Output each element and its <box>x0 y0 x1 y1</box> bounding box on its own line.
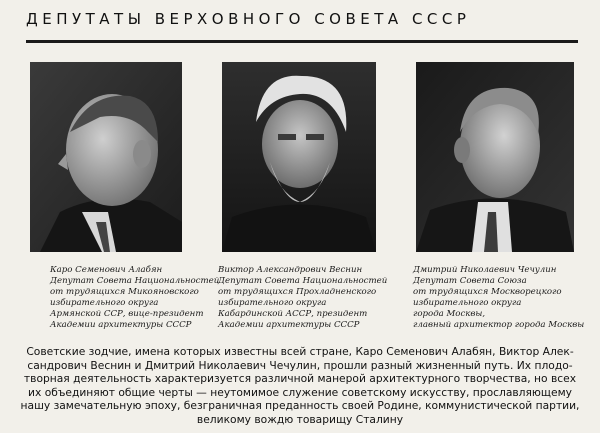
caption-line: Депутат Совета Национальностей <box>218 276 388 286</box>
portrait-caption-vesnin <box>218 265 387 331</box>
portrait-photo-icon <box>30 62 182 252</box>
body-line: творная деятельность характеризуется различной манерой архитектурного творчества, но всех <box>23 372 577 386</box>
caption-line: Депутат Совета Союза <box>413 276 527 286</box>
portrait-caption-chechulin <box>413 265 584 331</box>
caption-line: Каро Семенович Алабян <box>50 265 163 275</box>
portrait-photo-icon <box>416 62 574 252</box>
caption-line: от трудящихся Прохладненского <box>218 287 377 297</box>
caption-line: избирательного округа <box>50 298 159 308</box>
caption-line: избирательного округа <box>218 298 327 308</box>
body-line: великому вождю товарищу Сталину <box>196 412 404 426</box>
body-paragraph <box>14 345 586 427</box>
caption-line: главный архитектор города Москвы <box>413 320 585 330</box>
caption-line: Армянской ССР, вице-президент <box>50 309 204 319</box>
caption-line: от трудящихся Москворецкого <box>413 287 562 297</box>
caption-line: Академии архитектуры СССР <box>218 320 360 330</box>
body-line: нашу замечательную эпоху, безграничная преданность своей Родине, коммунистической партии, <box>20 399 580 413</box>
portrait-caption-alabyan <box>50 265 219 331</box>
page-title: ДЕПУТАТЫ ВЕРХОВНОГО СОВЕТА СССР <box>26 10 471 28</box>
header-rule <box>26 40 578 43</box>
caption-line: Виктор Александрович Веснин <box>218 265 363 275</box>
portrait-photo-vesnin <box>222 62 376 252</box>
caption-line: избирательного округа <box>413 298 522 308</box>
body-line: Советские зодчие, имена которых известны всей стране, Каро Семенович Алабян, Виктор Алек- <box>26 345 574 358</box>
caption-line: Дмитрий Николаевич Чечулин <box>413 265 557 275</box>
body-line: их объединяют общие черты — неутомимое служение советскому искусству, прославляющему <box>28 385 572 399</box>
caption-line: города Москвы, <box>413 309 486 319</box>
caption-line: Кабардинской АССР, президент <box>218 309 368 319</box>
portrait-photo-chechulin <box>416 62 574 252</box>
body-line: сандрович Веснин и Дмитрий Николаевич Чечулин, прошли разный жизненный путь. Их плодо- <box>27 358 573 372</box>
portrait-photo-alabyan <box>30 62 182 252</box>
caption-line: от трудящихся Микояновского <box>50 287 199 297</box>
caption-line: Академии архитектуры СССР <box>50 320 192 330</box>
caption-line: Депутат Совета Национальностей <box>50 276 220 286</box>
portrait-photo-icon <box>222 62 376 252</box>
